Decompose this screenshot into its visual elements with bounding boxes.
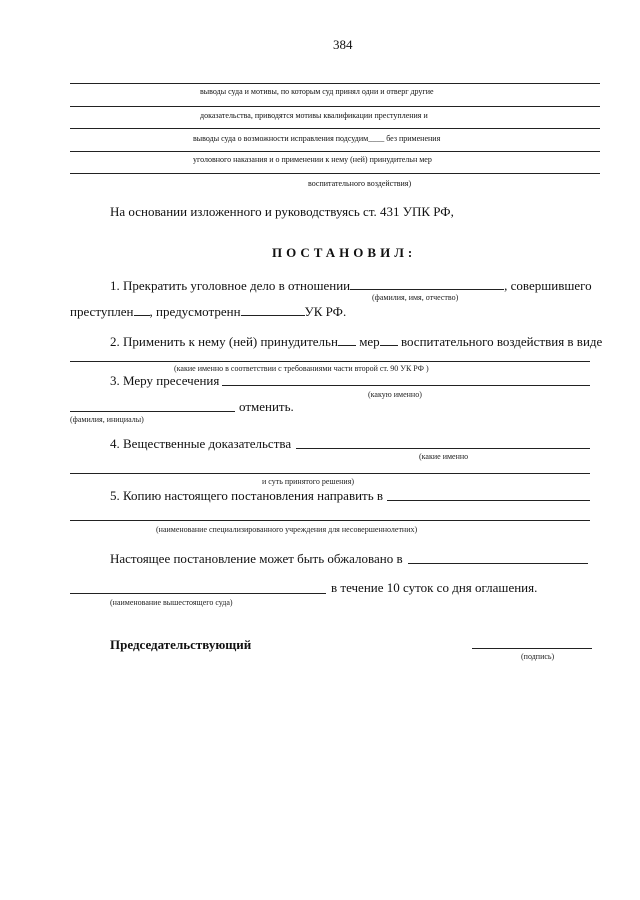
item3-measure-line	[222, 385, 590, 386]
item1-prefix: 1. Прекратить уголовное дело в отношении	[110, 278, 351, 293]
top-caption-3: выводы суда о возможности исправления подсудим____ без применения	[193, 134, 441, 143]
top-line-3	[70, 128, 600, 129]
item1-article-blank	[241, 304, 305, 316]
item1-caption: (фамилия, имя, отчество)	[372, 293, 459, 302]
item1-crime-label: преступлен	[70, 304, 134, 319]
top-caption-4: уголовного наказания и о применении к нему (ней) принудительн мер	[193, 155, 432, 164]
presiding-judge-label: Председательствующий	[110, 637, 252, 652]
item4-caption2: и суть принятого решения)	[262, 477, 355, 486]
item2-caption: (какие именно в соответствии с требованиями части второй ст. 90 УК РФ )	[174, 364, 429, 373]
item4-text: 4. Вещественные доказательства	[110, 436, 292, 451]
top-line-2	[70, 106, 600, 107]
top-caption-2: доказательства, приводятся мотивы квалификации преступления и	[200, 111, 428, 120]
item1-code-label: УК РФ.	[304, 304, 347, 319]
item1-name-blank	[350, 278, 504, 290]
item3-cancel: отменить.	[239, 399, 294, 414]
top-line-4	[70, 151, 600, 152]
item2-blank-b	[380, 334, 398, 346]
signature-caption: (подпись)	[521, 652, 555, 661]
decision-heading: ПОСТАНОВИЛ:	[272, 245, 417, 260]
page-number: 384	[333, 37, 353, 52]
item1-suffix: , совершившего	[504, 278, 592, 293]
item3-caption: (какую именно)	[368, 390, 422, 399]
top-line-5	[70, 173, 600, 174]
item5-line2	[70, 520, 590, 521]
item2-line	[70, 361, 590, 362]
top-caption-5: воспитательного воздействия)	[308, 179, 412, 188]
item3-name-line	[70, 411, 235, 412]
signature-line	[472, 648, 592, 649]
basis-text: На основании изложенного и руководствуясь ст. 431 УПК РФ,	[110, 204, 454, 219]
item2-text	[110, 334, 602, 350]
appeal-line2	[70, 593, 326, 594]
item1-text	[110, 278, 592, 294]
appeal-line	[408, 563, 588, 564]
item5-caption: (наименование специализированного учреждения для несовершеннолетних)	[156, 525, 418, 534]
item4-line2	[70, 473, 590, 474]
item5-text: 5. Копию настоящего постановления направить в	[110, 488, 384, 503]
item1-crime-blank	[134, 304, 150, 316]
top-line-1	[70, 83, 600, 84]
item2-part-c: воспитательного воздействия в виде	[397, 334, 603, 349]
appeal-text: Настоящее постановление может быть обжаловано в	[110, 551, 403, 566]
item5-line	[387, 500, 590, 501]
item4-caption: (какие именно	[419, 452, 469, 461]
item3-text: 3. Меру пресечения	[110, 373, 220, 388]
item1-provided-label: , предусмотренн	[149, 304, 241, 319]
item2-part-a: 2. Применить к нему (ней) принудительн	[110, 334, 338, 349]
top-caption-1: выводы суда и мотивы, по которым суд принял одни и отверг другие	[200, 87, 434, 96]
item4-line	[296, 448, 590, 449]
item2-blank-a	[338, 334, 356, 346]
item2-part-b: мер	[355, 334, 380, 349]
appeal-caption: (наименование вышестоящего суда)	[110, 598, 233, 607]
appeal-term: в течение 10 суток со дня оглашения.	[331, 580, 538, 595]
item3-caption2: (фамилия, инициалы)	[70, 415, 144, 424]
item1-line2	[70, 304, 346, 320]
